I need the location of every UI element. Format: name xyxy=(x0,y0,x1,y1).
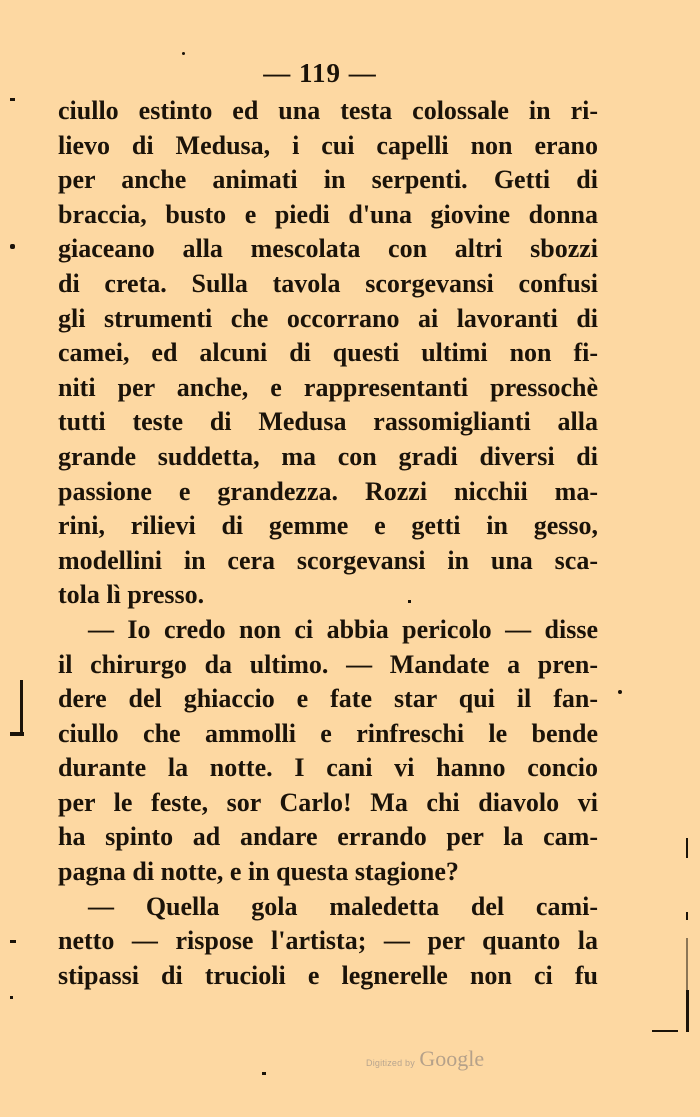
margin-speck xyxy=(182,52,185,55)
margin-speck xyxy=(262,1072,266,1075)
text-line: lievo di Medusa, i cui capelli non erano xyxy=(58,130,598,160)
margin-speck xyxy=(686,838,688,858)
text-line: — Io credo non ci abbia pericolo — disse xyxy=(88,614,598,644)
text-line: braccia, busto e piedi d'una giovine donna xyxy=(58,199,598,229)
text-line: per anche animati in serpenti. Getti di xyxy=(58,165,598,195)
text-line: il chirurgo da ultimo. — Mandate a pren- xyxy=(58,649,598,679)
text-line: tutti teste di Medusa rassomiglianti alla xyxy=(58,407,598,437)
margin-speck xyxy=(618,690,622,694)
text-line: gli strumenti che occorrano ai lavoranti di xyxy=(58,303,598,333)
text-line: tola lì presso. xyxy=(58,580,205,610)
text-line: stipassi di trucioli e legnerelle non ci fu xyxy=(58,960,598,990)
text-line: passione e grandezza. Rozzi nicchii ma- xyxy=(58,476,598,506)
margin-bracket xyxy=(10,732,24,736)
text-line: niti per anche, e rappresentanti pressochè xyxy=(58,372,598,402)
margin-speck xyxy=(686,912,688,920)
watermark-prefix: Digitized by xyxy=(366,1058,415,1068)
body-text xyxy=(58,94,598,993)
text-line: ciullo estinto ed una testa colossale in ri- xyxy=(58,96,598,125)
margin-speck xyxy=(652,1030,678,1032)
text-line: giaceano alla mescolata con altri sbozzi xyxy=(58,234,598,264)
margin-speck xyxy=(10,98,15,101)
text-line: durante la notte. I cani vi hanno concio xyxy=(58,753,598,783)
margin-speck xyxy=(10,940,16,943)
text-line: di creta. Sulla tavola scorgevansi confusi xyxy=(58,268,598,298)
text-line: camei, ed alcuni di questi ultimi non fi- xyxy=(58,338,598,368)
text-line: — Quella gola maledetta del cami- xyxy=(88,891,598,921)
text-line: modellini in cera scorgevansi in una sca- xyxy=(58,545,598,575)
text-line: grande suddetta, ma con gradi diversi di xyxy=(58,441,598,471)
text-line: ciullo che ammolli e rinfreschi le bende xyxy=(58,718,598,748)
text-line: pagna di notte, e in questa stagione? xyxy=(58,857,459,887)
text-line: dere del ghiaccio e fate star qui il fan- xyxy=(58,684,598,714)
text-line: rini, rilievi di gemme e getti in gesso, xyxy=(58,511,598,541)
margin-speck xyxy=(686,990,689,1032)
margin-speck xyxy=(408,600,411,603)
margin-bracket xyxy=(20,680,23,734)
digitized-watermark xyxy=(366,1046,484,1072)
text-line: per le feste, sor Carlo! Ma chi diavolo vi xyxy=(58,787,598,817)
margin-speck xyxy=(10,244,15,249)
watermark-brand: Google xyxy=(419,1046,485,1071)
text-line: netto — rispose l'artista; — per quanto la xyxy=(58,926,598,956)
page-number: — 119 — xyxy=(263,58,377,88)
text-line: ha spinto ad andare errando per la cam- xyxy=(58,822,598,852)
margin-speck xyxy=(10,996,13,999)
